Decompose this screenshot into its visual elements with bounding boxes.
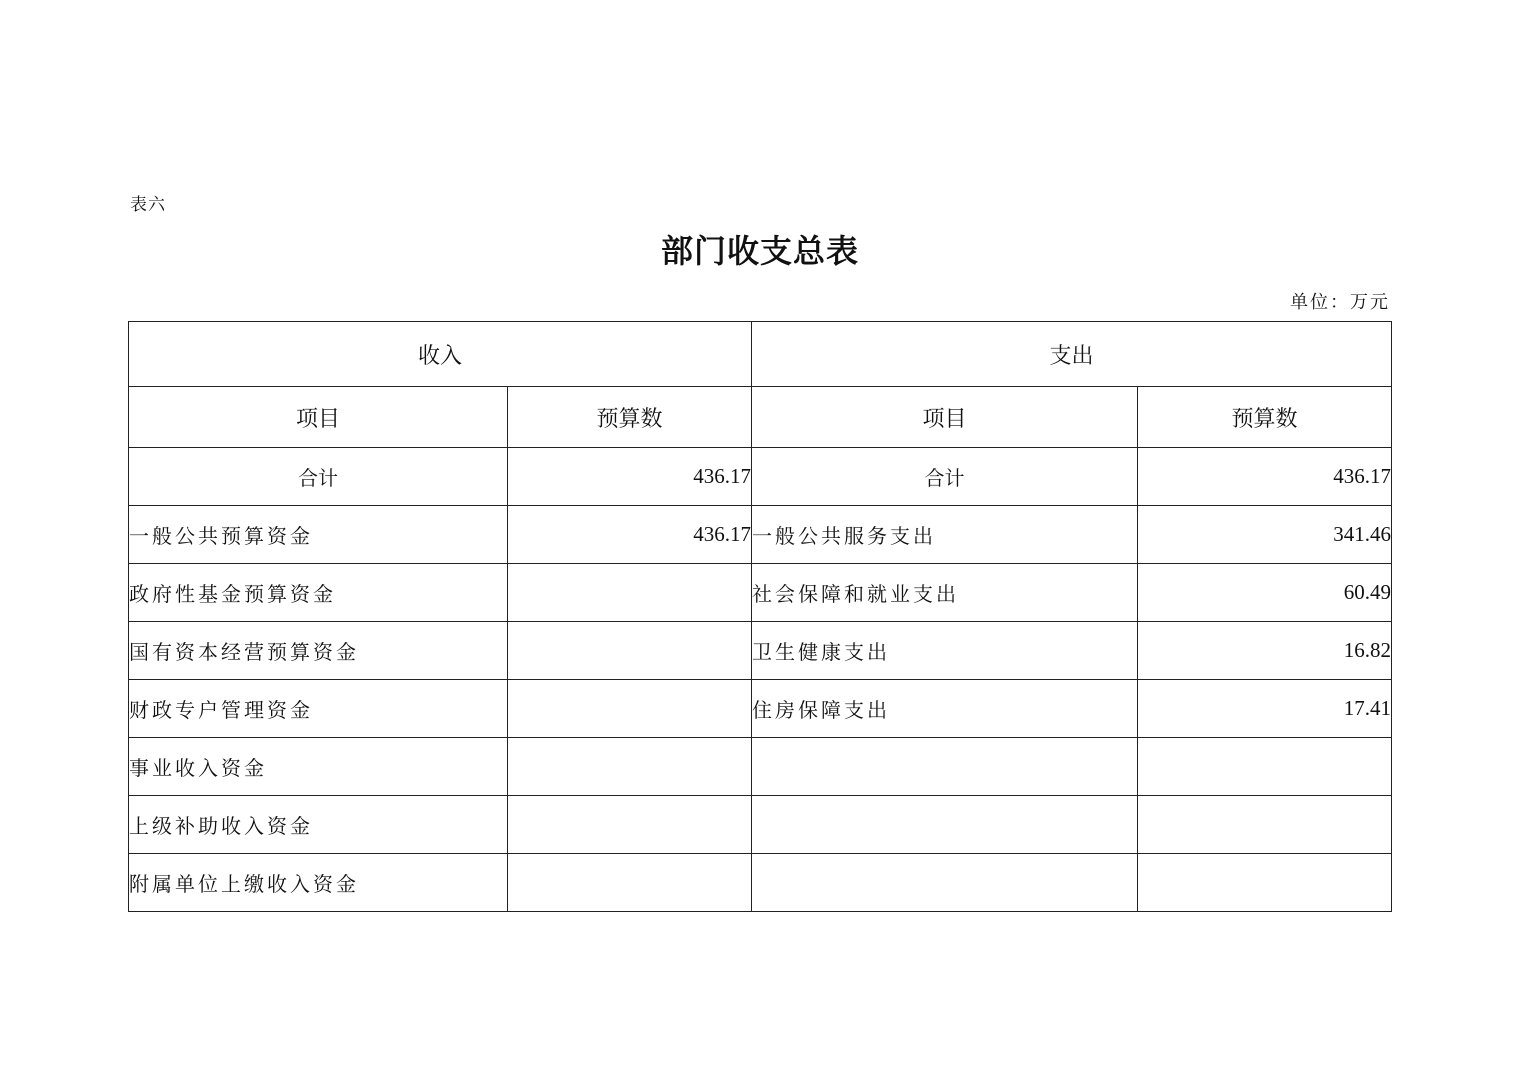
income-item: 上级补助收入资金: [129, 796, 508, 854]
income-item: 政府性基金预算资金: [129, 564, 508, 622]
income-budget-column-header: 预算数: [508, 387, 752, 448]
expense-item: 社会保障和就业支出: [752, 564, 1138, 622]
income-item: 一般公共预算资金: [129, 506, 508, 564]
income-value: [508, 738, 752, 796]
page-title: 部门收支总表: [660, 232, 859, 270]
income-total-label: 合计: [129, 448, 508, 506]
income-value: [508, 564, 752, 622]
table-row: [129, 796, 1392, 854]
expense-item-column-header: 项目: [752, 387, 1138, 448]
income-item: 事业收入资金: [129, 738, 508, 796]
table-row: [129, 506, 1392, 564]
table-row: [129, 622, 1392, 680]
income-item-column-header: 项目: [129, 387, 508, 448]
expense-item: 卫生健康支出: [752, 622, 1138, 680]
expense-value: 16.82: [1138, 622, 1392, 680]
expense-header: 支出: [752, 322, 1392, 387]
column-header-row: [129, 387, 1392, 448]
expense-value: 60.49: [1138, 564, 1392, 622]
expense-value: 341.46: [1138, 506, 1392, 564]
section-header-row: [129, 322, 1392, 387]
expense-item: [752, 854, 1138, 912]
expense-value: [1138, 738, 1392, 796]
expense-item: [752, 738, 1138, 796]
income-value: [508, 796, 752, 854]
income-item: 附属单位上缴收入资金: [129, 854, 508, 912]
income-value: [508, 854, 752, 912]
expense-value: [1138, 796, 1392, 854]
income-value: [508, 622, 752, 680]
table-row: [129, 564, 1392, 622]
income-value: [508, 680, 752, 738]
income-value: 436.17: [508, 506, 752, 564]
table-row: [129, 738, 1392, 796]
expense-value: [1138, 854, 1392, 912]
income-item: 财政专户管理资金: [129, 680, 508, 738]
table-number-label: 表六: [130, 195, 166, 215]
expense-item: 一般公共服务支出: [752, 506, 1138, 564]
unit-label: 单位：万元: [1290, 292, 1390, 313]
expense-total-value: 436.17: [1138, 448, 1392, 506]
expense-item: [752, 796, 1138, 854]
expense-budget-column-header: 预算数: [1138, 387, 1392, 448]
expense-value: 17.41: [1138, 680, 1392, 738]
table-row: [129, 680, 1392, 738]
table-row: [129, 854, 1392, 912]
expense-item: 住房保障支出: [752, 680, 1138, 738]
total-row: [129, 448, 1392, 506]
expense-total-label: 合计: [752, 448, 1138, 506]
revenue-expenditure-table: [128, 321, 1392, 912]
income-item: 国有资本经营预算资金: [129, 622, 508, 680]
income-total-value: 436.17: [508, 448, 752, 506]
income-header: 收入: [129, 322, 752, 387]
